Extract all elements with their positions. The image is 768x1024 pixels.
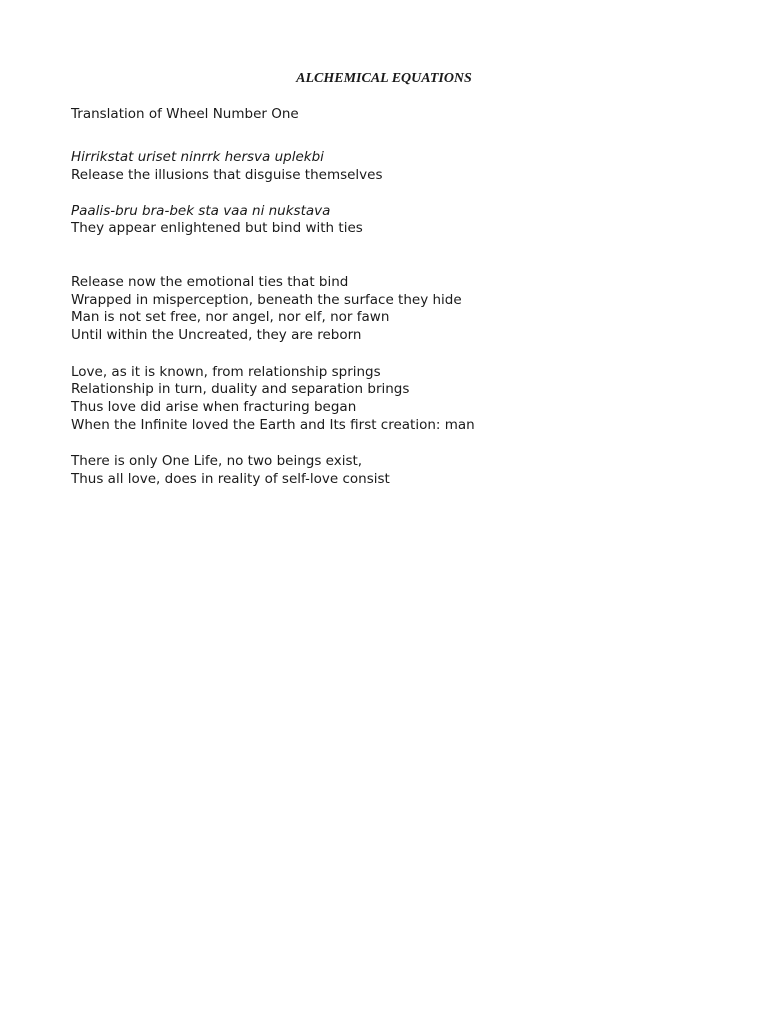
- stanza2-original-line: Paalis-bru bra-bek sta vaa ni nukstava: [71, 203, 331, 219]
- stanza5-line-2: Thus all love, does in reality of self-love consist: [71, 471, 390, 487]
- stanza1-original-line: Hirrikstat uriset ninrrk hersva uplekbi: [71, 149, 324, 165]
- stanza4-line-3: Thus love did arise when fracturing began: [71, 399, 357, 415]
- stanza5-line-1: There is only One Life, no two beings exist,: [71, 453, 363, 469]
- stanza3-line-1: Release now the emotional ties that bind: [71, 274, 349, 290]
- page-title: ALCHEMICAL EQUATIONS: [296, 71, 472, 86]
- stanza3-line-2: Wrapped in misperception, beneath the surface they hide: [71, 292, 462, 308]
- stanza4-line-2: Relationship in turn, duality and separation brings: [71, 381, 410, 397]
- stanza4-line-1: Love, as it is known, from relationship springs: [71, 364, 381, 380]
- document-subtitle: Translation of Wheel Number One: [71, 106, 299, 122]
- stanza3-line-4: Until within the Uncreated, they are reborn: [71, 327, 362, 343]
- stanza4-line-4: When the Infinite loved the Earth and Its first creation: man: [71, 417, 475, 433]
- stanza2-translation-line: They appear enlightened but bind with ties: [71, 220, 363, 236]
- stanza1-translation-line: Release the illusions that disguise themselves: [71, 167, 383, 183]
- stanza3-line-3: Man is not set free, nor angel, nor elf, nor fawn: [71, 309, 390, 325]
